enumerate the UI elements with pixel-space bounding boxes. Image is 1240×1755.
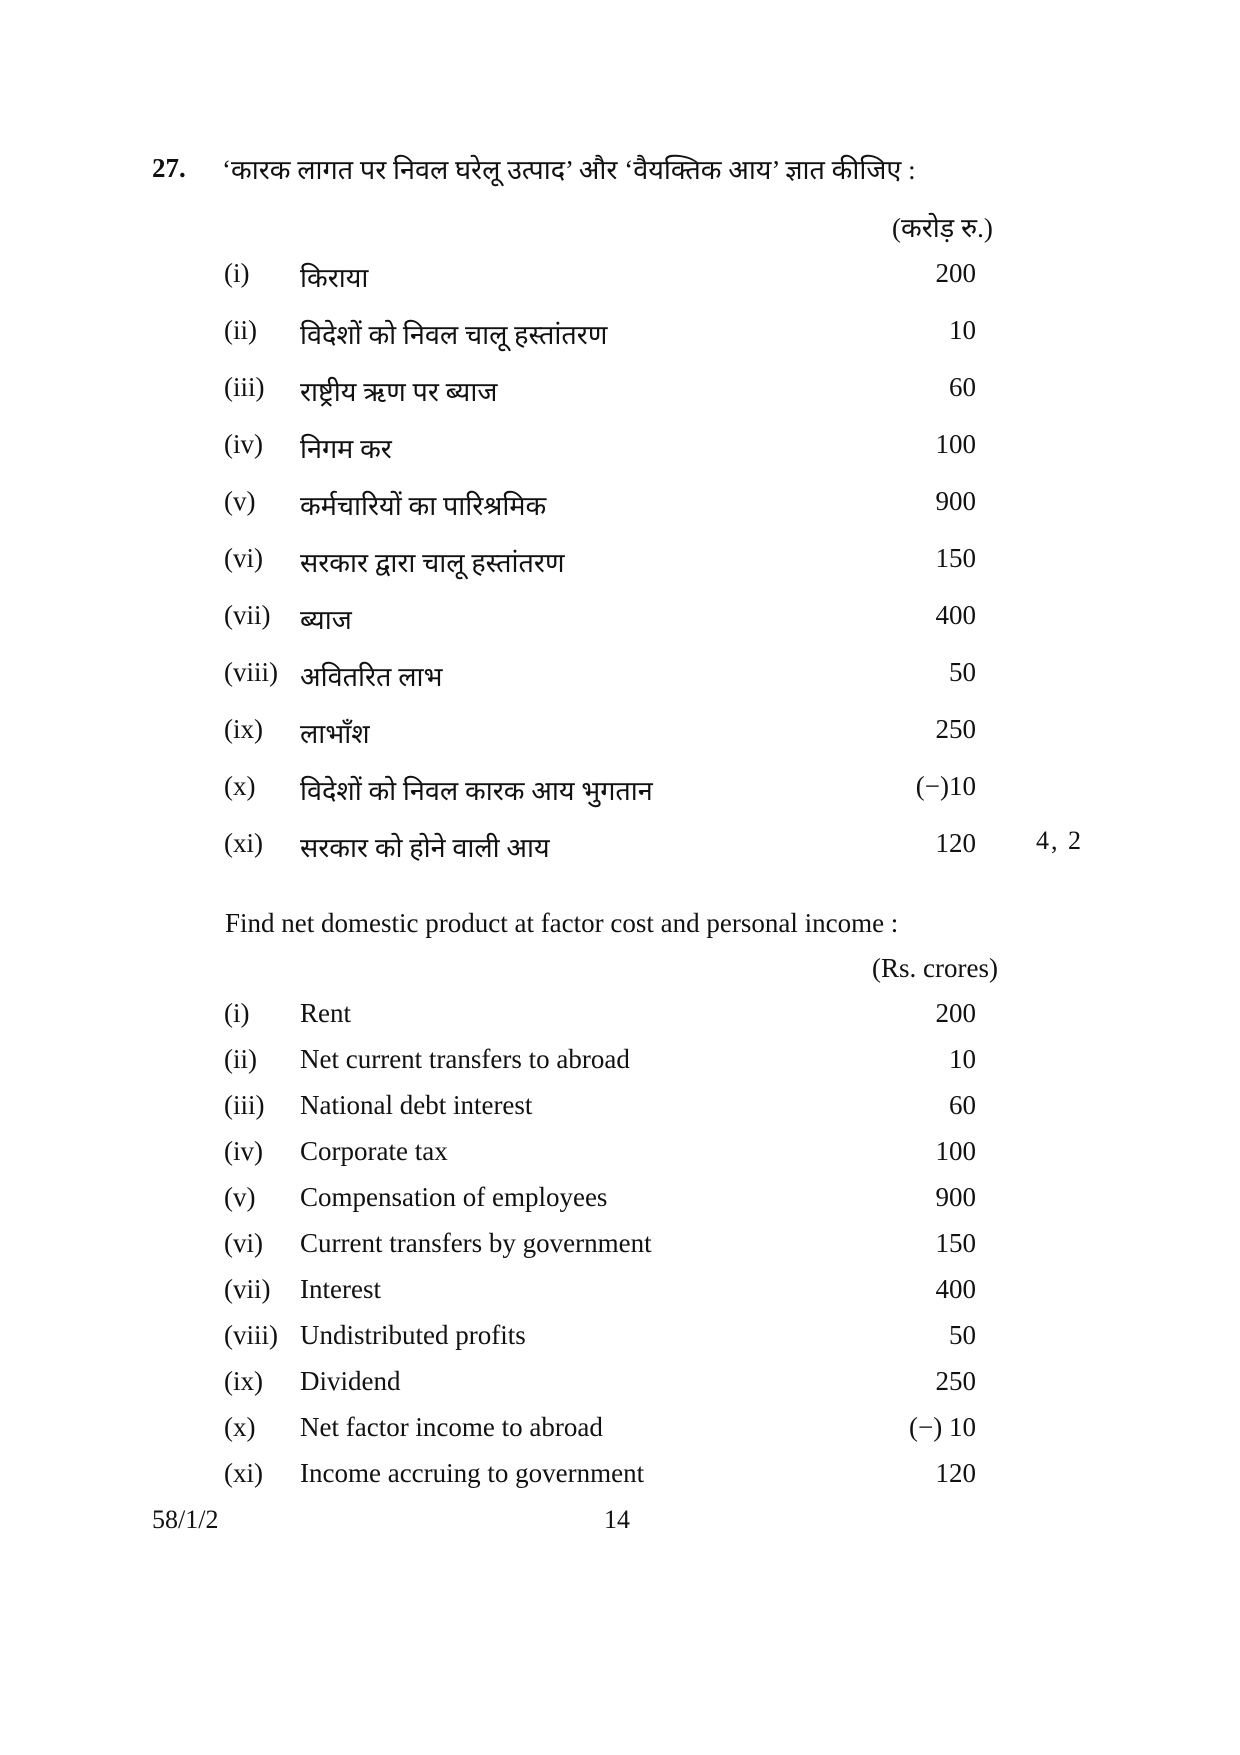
item-value: (−)10 (915, 771, 976, 801)
list-item (0, 1458, 1240, 1498)
item-number: (v) (224, 486, 256, 516)
item-number: (viii) (224, 657, 278, 687)
item-number: (i) (224, 998, 250, 1028)
list-item (0, 1274, 1240, 1314)
item-label: सरकार द्वारा चालू हस्तांतरण (300, 548, 565, 578)
item-number: (xi) (224, 828, 263, 858)
item-label: Dividend (300, 1366, 401, 1396)
item-value: 200 (935, 998, 976, 1028)
unit-label-hindi: (करोड़ रु.) (892, 213, 993, 243)
item-label: लाभाँश (300, 719, 370, 749)
item-value: 200 (935, 258, 976, 288)
item-label: ब्याज (300, 605, 352, 635)
item-label: Net current transfers to abroad (300, 1044, 630, 1074)
item-number: (v) (224, 1182, 256, 1212)
item-value: 900 (935, 1182, 976, 1212)
item-number: (ix) (224, 1366, 263, 1396)
list-item (0, 315, 1240, 355)
unit-label-english: (Rs. crores) (872, 953, 998, 983)
item-value: 120 (935, 1458, 976, 1488)
list-item (0, 486, 1240, 526)
item-value: 60 (949, 1090, 976, 1120)
item-label: कर्मचारियों का पारिश्रमिक (300, 491, 547, 521)
list-item (0, 600, 1240, 640)
page-number: 14 (604, 1505, 630, 1534)
item-number: (xi) (224, 1458, 263, 1488)
item-value: 60 (949, 372, 976, 402)
list-item (0, 714, 1240, 754)
list-item (0, 657, 1240, 697)
item-number: (vi) (224, 543, 263, 573)
item-value: 150 (935, 543, 976, 573)
item-number: (ix) (224, 714, 263, 744)
item-number: (vii) (224, 1274, 271, 1304)
item-label: Net factor income to abroad (300, 1412, 603, 1442)
item-label: Rent (300, 998, 351, 1028)
item-number: (iii) (224, 372, 265, 402)
item-number: (ii) (224, 315, 257, 345)
item-value: 50 (949, 1320, 976, 1350)
question-text-hindi: ‘कारक लागत पर निवल घरेलू उत्पाद’ और ‘वैयक्तिक आय’ ज्ञात कीजिए : (222, 155, 916, 185)
item-label: सरकार को होने वाली आय (300, 833, 550, 863)
item-label: National debt interest (300, 1090, 533, 1120)
item-label: Income accruing to government (300, 1458, 645, 1488)
paper-code: 58/1/2 (152, 1505, 219, 1534)
question-number: 27. (152, 153, 186, 183)
list-item (0, 258, 1240, 298)
list-item (0, 1320, 1240, 1360)
item-value: 150 (935, 1228, 976, 1258)
item-value: 10 (949, 315, 976, 345)
item-value: 400 (935, 600, 976, 630)
marks-allocation: 4, 2 (1036, 826, 1083, 855)
list-item (0, 1366, 1240, 1406)
item-number: (iv) (224, 429, 263, 459)
item-value: 120 (935, 828, 976, 858)
item-label: Compensation of employees (300, 1182, 608, 1212)
list-item (0, 771, 1240, 811)
item-value: 250 (935, 714, 976, 744)
item-label: Corporate tax (300, 1136, 448, 1166)
item-value: 900 (935, 486, 976, 516)
item-number: (vi) (224, 1228, 263, 1258)
list-item (0, 1044, 1240, 1084)
item-value: 400 (935, 1274, 976, 1304)
item-label: राष्ट्रीय ऋण पर ब्याज (300, 377, 498, 407)
item-value: 50 (949, 657, 976, 687)
item-value: (−) 10 (909, 1412, 976, 1442)
item-value: 100 (935, 429, 976, 459)
list-item (0, 543, 1240, 583)
list-item (0, 1182, 1240, 1222)
item-number: (vii) (224, 600, 271, 630)
item-number: (iv) (224, 1136, 263, 1166)
list-item (0, 372, 1240, 412)
item-number: (i) (224, 258, 250, 288)
item-label: विदेशों को निवल कारक आय भुगतान (300, 776, 653, 806)
list-item (0, 429, 1240, 469)
list-item (0, 1090, 1240, 1130)
list-item (0, 1136, 1240, 1176)
item-number: (x) (224, 1412, 256, 1442)
item-number: (viii) (224, 1320, 278, 1350)
question-text-english: Find net domestic product at factor cost and personal income : (225, 908, 899, 938)
item-label: Current transfers by government (300, 1228, 652, 1258)
item-number: (x) (224, 771, 256, 801)
list-item (0, 998, 1240, 1038)
list-item (0, 1228, 1240, 1268)
item-label: किराया (300, 263, 369, 293)
item-label: विदेशों को निवल चालू हस्तांतरण (300, 320, 608, 350)
list-item (0, 1412, 1240, 1452)
item-value: 250 (935, 1366, 976, 1396)
item-number: (iii) (224, 1090, 265, 1120)
item-value: 10 (949, 1044, 976, 1074)
item-value: 100 (935, 1136, 976, 1166)
item-label: Interest (300, 1274, 381, 1304)
item-label: निगम कर (300, 434, 392, 464)
item-label: Undistributed profits (300, 1320, 526, 1350)
item-number: (ii) (224, 1044, 257, 1074)
item-label: अवितरित लाभ (300, 662, 443, 692)
